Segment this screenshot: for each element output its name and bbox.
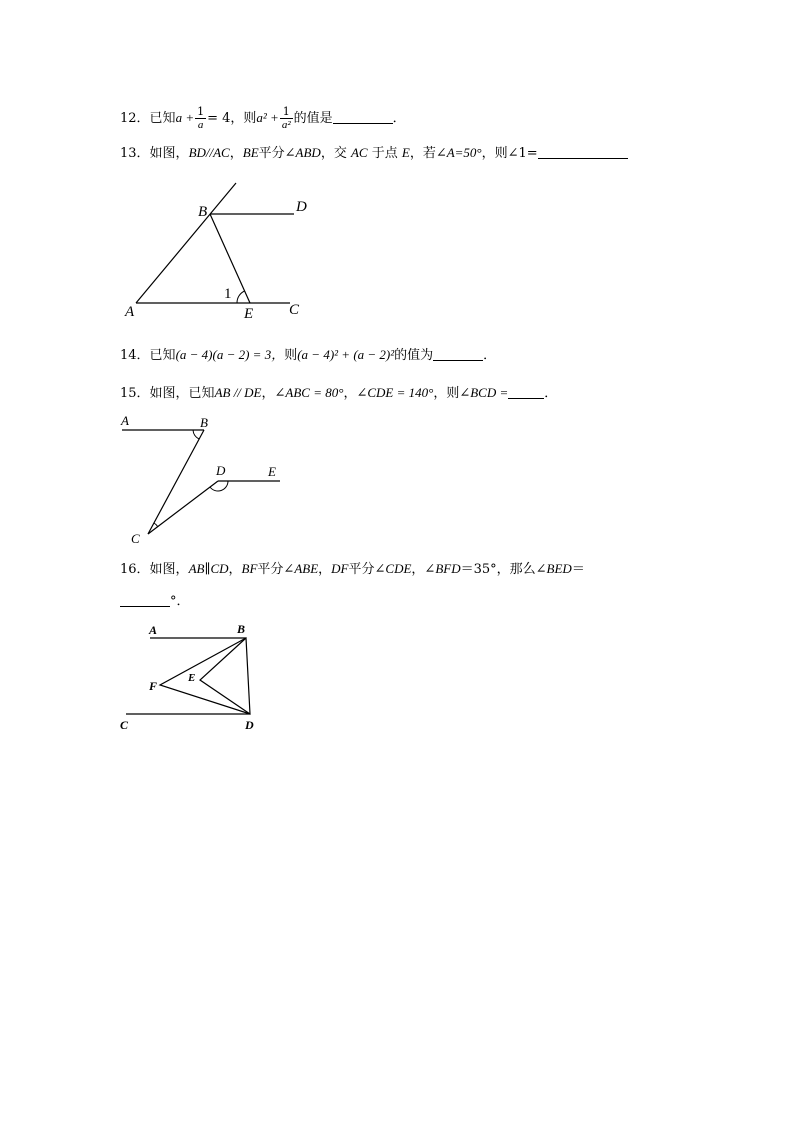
q13-text-b: ， bbox=[229, 146, 243, 161]
q15-cde: ∠CDE = 140° bbox=[356, 385, 434, 400]
label-d: D bbox=[216, 463, 226, 478]
q13-parallel: BD//AC bbox=[188, 145, 230, 160]
q13-text-c: 平分∠ bbox=[258, 146, 296, 161]
q16-bfd: BFD bbox=[435, 561, 461, 576]
q13-text-g: ，则∠1= bbox=[481, 146, 538, 161]
q15-number: 15． bbox=[120, 386, 150, 401]
q12-end: ． bbox=[392, 111, 406, 126]
q15-text-c: ， bbox=[343, 386, 357, 401]
angle-b-arc bbox=[193, 430, 199, 439]
q16-text-g: ＝35°，那么∠ bbox=[460, 562, 547, 577]
q15-text-a: 如图，已知 bbox=[149, 386, 215, 401]
line-bc bbox=[148, 430, 204, 534]
q16-answer-blank[interactable] bbox=[120, 592, 170, 607]
q15-parallel: AB // DE bbox=[214, 385, 262, 400]
q16-bf: BF bbox=[241, 561, 258, 576]
q13-text-f: ，若∠ bbox=[409, 146, 447, 161]
q13-e: E bbox=[401, 145, 410, 160]
label-c: C bbox=[120, 718, 129, 732]
q12-frac1-num: 1 bbox=[197, 105, 205, 118]
q16-text-h: ＝ bbox=[571, 562, 585, 577]
label-c: C bbox=[289, 302, 300, 318]
q16-text-d: ， bbox=[318, 562, 332, 577]
q13-text-d: ，交 bbox=[320, 146, 351, 161]
q16-end: °． bbox=[170, 594, 190, 609]
label-angle-1: 1 bbox=[224, 286, 232, 302]
label-b: B bbox=[198, 204, 208, 220]
label-c: C bbox=[131, 531, 140, 546]
q16-abe: ABE bbox=[294, 561, 319, 576]
q12-suffix: 的值是 bbox=[293, 111, 333, 126]
label-e: E bbox=[244, 306, 254, 322]
q14-expr2: (a − 4)² + (a − 2)² bbox=[297, 347, 395, 362]
q12-answer-blank[interactable] bbox=[333, 109, 393, 124]
question-14 bbox=[120, 346, 496, 365]
q13-text-a: 如图， bbox=[149, 146, 189, 161]
q13-abd: ABD bbox=[295, 145, 321, 160]
q16-text-b: ， bbox=[228, 562, 242, 577]
q13-text-e: 于点 bbox=[367, 146, 402, 161]
q16-parallel: AB∥CD bbox=[188, 561, 229, 576]
q12-frac2-num: 1 bbox=[280, 106, 293, 119]
q16-text-f: ，∠ bbox=[411, 562, 436, 577]
q12-eq2: a² + bbox=[256, 110, 279, 125]
q12-prefix: 已知 bbox=[149, 111, 176, 126]
label-a: A bbox=[149, 623, 158, 637]
question-16-line-2 bbox=[120, 592, 190, 611]
figure-15 bbox=[118, 412, 288, 547]
q16-number: 16． bbox=[120, 562, 150, 577]
question-15 bbox=[120, 384, 557, 403]
label-a: A bbox=[121, 413, 129, 428]
q14-mid: 则 bbox=[284, 348, 298, 363]
angle-1-arc bbox=[237, 291, 245, 303]
q14-end: ． bbox=[483, 348, 497, 363]
label-a: A bbox=[125, 304, 135, 320]
label-e: E bbox=[268, 464, 276, 479]
question-16 bbox=[120, 560, 585, 579]
q14-answer-blank[interactable] bbox=[433, 346, 483, 361]
label-e: E bbox=[188, 672, 196, 684]
q15-bcd: ∠BCD = bbox=[459, 385, 509, 400]
label-b: B bbox=[237, 622, 246, 636]
q15-abc: ∠ABC = 80° bbox=[274, 385, 344, 400]
q12-fraction-2 bbox=[280, 106, 293, 131]
q12-eq1-rhs: = 4， bbox=[207, 111, 244, 126]
q13-ac: AC bbox=[350, 145, 368, 160]
q13-angle-a: A=50° bbox=[446, 145, 482, 160]
q15-answer-blank[interactable] bbox=[508, 384, 544, 399]
q15-end: ． bbox=[544, 386, 558, 401]
line-cd bbox=[148, 481, 218, 534]
q15-text-d: ，则 bbox=[433, 386, 460, 401]
angle-d-arc bbox=[210, 481, 228, 491]
q14-number: 14． bbox=[120, 348, 150, 363]
q16-text-c: 平分∠ bbox=[257, 562, 295, 577]
q16-text-a: 如图， bbox=[149, 562, 189, 577]
label-f: F bbox=[149, 679, 158, 693]
line-ab-extended bbox=[136, 183, 236, 303]
q16-bed: BED bbox=[546, 561, 572, 576]
q12-fraction-1 bbox=[195, 106, 206, 131]
q15-text-b: ， bbox=[261, 386, 275, 401]
q12-frac2-den: a² bbox=[281, 119, 291, 131]
q16-df: DF bbox=[331, 561, 349, 576]
q13-answer-blank[interactable] bbox=[538, 144, 628, 159]
q16-cde: CDE bbox=[385, 561, 412, 576]
q14-expr: (a − 4)(a − 2) = 3， bbox=[175, 347, 285, 362]
figure-13 bbox=[118, 178, 328, 323]
q12-eq1-lhs: a + bbox=[175, 110, 195, 125]
angle-c-arc bbox=[154, 523, 158, 527]
question-12 bbox=[120, 106, 406, 131]
q12-frac1-den: a bbox=[197, 119, 204, 131]
q14-prefix: 已知 bbox=[149, 348, 176, 363]
q14-suffix: 的值为 bbox=[394, 348, 434, 363]
question-13 bbox=[120, 144, 628, 163]
figure-16 bbox=[116, 620, 266, 735]
label-d: D bbox=[245, 718, 254, 732]
q12-number: 12． bbox=[120, 111, 150, 126]
label-b: B bbox=[200, 415, 208, 430]
q13-number: 13． bbox=[120, 146, 150, 161]
q13-be: BE bbox=[242, 145, 259, 160]
q16-text-e: 平分∠ bbox=[348, 562, 386, 577]
q12-mid: 则 bbox=[243, 111, 257, 126]
label-d: D bbox=[296, 199, 307, 215]
